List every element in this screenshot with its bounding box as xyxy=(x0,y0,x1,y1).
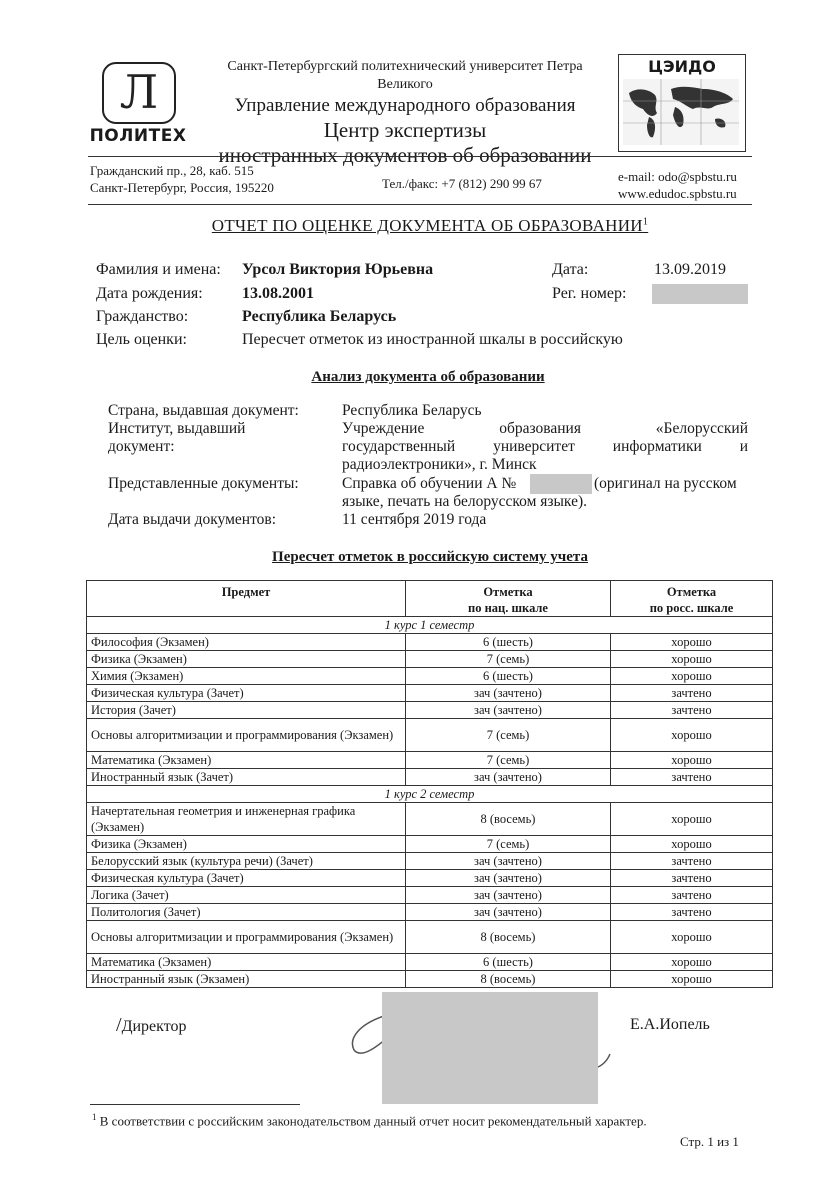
national-grade-cell: зач (зачтено) xyxy=(406,853,611,870)
table-row xyxy=(87,702,773,719)
institute-value-line1 xyxy=(342,420,748,438)
table-row xyxy=(87,685,773,702)
contacts-block xyxy=(618,168,737,202)
grades-table xyxy=(86,580,773,988)
docs-value-part1: Справка об обучении А № xyxy=(342,475,517,492)
ceido-badge-title: ЦЭИДО xyxy=(648,57,716,76)
ceido-badge xyxy=(618,54,746,152)
date-value: 13.09.2019 xyxy=(654,261,726,278)
national-grade-cell: зач (зачтено) xyxy=(406,904,611,921)
table-header-row xyxy=(87,581,773,617)
subject-cell: Начертательная геометрия и инженерная графика (Экзамен) xyxy=(87,803,406,836)
footnote-text: В соответствии с российским законодательством данный отчет носит рекомендательный характер. xyxy=(99,1113,647,1129)
subject-cell: Белорусский язык (культура речи) (Зачет) xyxy=(87,853,406,870)
subject-cell: История (Зачет) xyxy=(87,702,406,719)
russian-grade-cell: зачтено xyxy=(611,870,773,887)
address-line2: Санкт-Петербург, Россия, 195220 xyxy=(90,180,274,195)
col-russian-header xyxy=(611,581,773,617)
semester-row xyxy=(87,617,773,634)
department-name: Управление международного образования xyxy=(234,95,576,116)
semester-row xyxy=(87,786,773,803)
name-label: Фамилия и имена: xyxy=(96,261,221,278)
footnote xyxy=(92,1112,647,1129)
russian-grade-cell: зачтено xyxy=(611,702,773,719)
table-row xyxy=(87,904,773,921)
russian-grade-cell: зачтено xyxy=(611,685,773,702)
table-row xyxy=(87,921,773,954)
national-grade-cell: 7 (семь) xyxy=(406,752,611,769)
docs-label: Представленные документы: xyxy=(108,475,299,492)
subject-cell: Химия (Экзамен) xyxy=(87,668,406,685)
table-row xyxy=(87,954,773,971)
report-title-text: ОТЧЕТ ПО ОЦЕНКЕ ДОКУМЕНТА ОБ ОБРАЗОВАНИИ xyxy=(211,216,643,235)
institute-label xyxy=(108,420,245,456)
address-line1: Гражданский пр., 28, каб. 515 xyxy=(90,163,254,178)
table-row xyxy=(87,887,773,904)
table-row xyxy=(87,853,773,870)
institute-value-line3: радиоэлектроники», г. Минск xyxy=(342,456,537,473)
logo-text: ПОЛИТЕХ xyxy=(89,126,187,146)
russian-grade-cell: зачтено xyxy=(611,769,773,786)
report-title xyxy=(150,216,710,236)
center-name-line1: Центр экспертизы xyxy=(323,118,487,142)
director-label xyxy=(116,1014,186,1037)
institute-value-line2 xyxy=(342,438,748,456)
table-row xyxy=(87,719,773,752)
redacted-signature-stamp xyxy=(382,992,598,1104)
national-grade-cell: зач (зачтено) xyxy=(406,685,611,702)
table-row xyxy=(87,752,773,769)
subject-cell: Математика (Экзамен) xyxy=(87,752,406,769)
russian-grade-cell: зачтено xyxy=(611,853,773,870)
table-row xyxy=(87,769,773,786)
national-grade-cell: зач (зачтено) xyxy=(406,887,611,904)
russian-grade-cell: хорошо xyxy=(611,668,773,685)
docs-value-line2: языке, печать на белорусском языке). xyxy=(342,493,587,510)
redacted-doc-number xyxy=(530,474,592,494)
subject-cell: Физическая культура (Зачет) xyxy=(87,685,406,702)
politech-logo xyxy=(88,62,188,152)
russian-grade-cell: хорошо xyxy=(611,719,773,752)
subject-cell: Логика (Зачет) xyxy=(87,887,406,904)
table-row xyxy=(87,971,773,988)
citizenship-label: Гражданство: xyxy=(96,308,189,325)
col-national-header-line1: Отметка xyxy=(483,585,533,599)
page-number: Стр. 1 из 1 xyxy=(680,1134,739,1149)
national-grade-cell: 6 (шесть) xyxy=(406,954,611,971)
col-national-header-line2: по нац. шкале xyxy=(468,601,548,615)
russian-grade-cell: хорошо xyxy=(611,954,773,971)
grades-table-body xyxy=(87,617,773,988)
institute-label-line1: Институт, выдавший xyxy=(108,420,246,437)
subject-cell: Физическая культура (Зачет) xyxy=(87,870,406,887)
issue-date-label: Дата выдачи документов: xyxy=(108,511,277,528)
table-row xyxy=(87,668,773,685)
purpose-label: Цель оценки: xyxy=(96,331,187,348)
table-row xyxy=(87,870,773,887)
website: www.edudoc.spbstu.ru xyxy=(618,186,737,201)
header-divider xyxy=(88,156,752,157)
russian-grade-cell: хорошо xyxy=(611,634,773,651)
issue-date-value: 11 сентября 2019 года xyxy=(342,511,487,528)
footnote-ref: 1 xyxy=(642,216,649,228)
address-block xyxy=(90,162,274,196)
russian-grade-cell: хорошо xyxy=(611,803,773,836)
subject-cell: Иностранный язык (Зачет) xyxy=(87,769,406,786)
dob-label: Дата рождения: xyxy=(96,285,203,302)
table-row xyxy=(87,836,773,853)
footnote-divider xyxy=(90,1104,300,1105)
subject-cell: Философия (Экзамен) xyxy=(87,634,406,651)
national-grade-cell: зач (зачтено) xyxy=(406,870,611,887)
russian-grade-cell: хорошо xyxy=(611,836,773,853)
organization-block xyxy=(200,58,610,168)
university-name: Санкт-Петербургский политехнический университет Петра Великого xyxy=(227,59,583,92)
russian-grade-cell: хорошо xyxy=(611,651,773,668)
date-label: Дата: xyxy=(552,261,589,278)
contacts-divider xyxy=(88,204,752,205)
phone-fax: Тел./факс: +7 (812) 290 99 67 xyxy=(382,176,542,191)
col-subject-header: Предмет xyxy=(87,581,406,617)
director-name: Е.А.Иопель xyxy=(630,1016,710,1033)
country-label: Страна, выдавшая документ: xyxy=(108,402,299,419)
national-grade-cell: 7 (семь) xyxy=(406,651,611,668)
director-role: Директор xyxy=(121,1018,187,1035)
russian-grade-cell: зачтено xyxy=(611,887,773,904)
country-value: Республика Беларусь xyxy=(342,402,482,419)
center-name-line2: иностранных документов об образовании xyxy=(218,143,592,167)
redacted-reg-number xyxy=(652,284,748,304)
national-grade-cell: 7 (семь) xyxy=(406,719,611,752)
politech-emblem-icon: Л xyxy=(102,62,176,124)
russian-grade-cell: зачтено xyxy=(611,904,773,921)
table-row xyxy=(87,803,773,836)
national-grade-cell: зач (зачтено) xyxy=(406,702,611,719)
national-grade-cell: 8 (восемь) xyxy=(406,803,611,836)
analysis-heading: Анализ документа об образовании xyxy=(311,369,545,385)
national-grade-cell: 6 (шесть) xyxy=(406,668,611,685)
semester-label: 1 курс 2 семестр xyxy=(87,786,773,803)
national-grade-cell: 8 (восемь) xyxy=(406,921,611,954)
table-row xyxy=(87,651,773,668)
email: e-mail: odo@spbstu.ru xyxy=(618,169,737,184)
national-grade-cell: 8 (восемь) xyxy=(406,971,611,988)
footnote-mark: 1 xyxy=(92,1112,97,1122)
subject-cell: Основы алгоритмизации и программирования (Экзамен) xyxy=(87,921,406,954)
table-row xyxy=(87,634,773,651)
russian-grade-cell: хорошо xyxy=(611,921,773,954)
institute-value-line2-text: государственный университет информатики и xyxy=(342,438,748,455)
col-russian-header-line1: Отметка xyxy=(666,585,717,599)
world-map-icon xyxy=(623,79,739,145)
institute-label-line2: документ: xyxy=(108,438,175,455)
institute-value xyxy=(342,420,748,474)
subject-cell: Основы алгоритмизации и программирования (Экзамен) xyxy=(87,719,406,752)
col-national-header xyxy=(406,581,611,617)
national-grade-cell: 7 (семь) xyxy=(406,836,611,853)
subject-cell: Политология (Зачет) xyxy=(87,904,406,921)
russian-grade-cell: хорошо xyxy=(611,752,773,769)
signature-stroke-icon: / xyxy=(116,1014,122,1036)
name-value: Урсол Виктория Юрьевна xyxy=(242,261,434,278)
citizenship-value: Республика Беларусь xyxy=(242,308,397,325)
subject-cell: Математика (Экзамен) xyxy=(87,954,406,971)
subject-cell: Физика (Экзамен) xyxy=(87,651,406,668)
subject-cell: Физика (Экзамен) xyxy=(87,836,406,853)
national-grade-cell: 6 (шесть) xyxy=(406,634,611,651)
russian-grade-cell: хорошо xyxy=(611,971,773,988)
col-russian-header-line2: по росс. шкале xyxy=(649,601,734,615)
national-grade-cell: зач (зачтено) xyxy=(406,769,611,786)
subject-cell: Иностранный язык (Экзамен) xyxy=(87,971,406,988)
docs-value-part2: (оригинал на русском xyxy=(594,475,737,492)
purpose-value: Пересчет отметок из иностранной шкалы в российскую xyxy=(242,331,623,348)
dob-value: 13.08.2001 xyxy=(242,285,314,302)
reg-number-label: Рег. номер: xyxy=(552,285,627,302)
semester-label: 1 курс 1 семестр xyxy=(87,617,773,634)
grades-heading: Пересчет отметок в российскую систему учета xyxy=(272,549,588,565)
institute-value-line1-text: Учреждение образования «Белорусский xyxy=(342,420,748,437)
